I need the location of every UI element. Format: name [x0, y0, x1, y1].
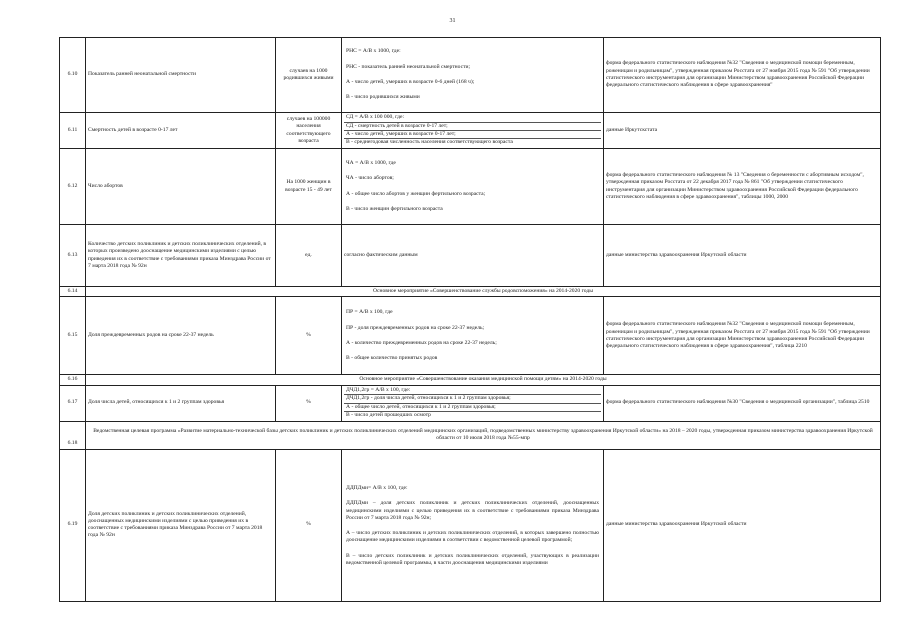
formula-cell: [342, 385, 604, 421]
formula-cell: [342, 113, 604, 149]
unit-cell: ед.: [276, 225, 342, 287]
indicator-name: Количество детских поликлиник и детских поликлинических отделений, в которых произведено дооснащение медицинскими изделиями с целью приведения их в соответствие с требованиями приказа Минздрава России от 7 марта 2018 года № 92н: [86, 225, 276, 287]
formula-cell: [342, 449, 604, 601]
formula-line: А – число детских поликлиник и детских поликлинических отделений, в которых завершено полностью дооснащение медицинскими изделиями в соответствии с ведомственной целевой программой;: [346, 530, 599, 544]
formula-line: ПР = А/В х 100, где: [346, 309, 393, 316]
row-number: 6.12: [60, 149, 86, 225]
formula-line: А - число детей, умерших в возрасте 0-17 лет;: [344, 131, 601, 139]
section-row: [60, 287, 881, 297]
row-number: 6.10: [60, 38, 86, 113]
unit-cell: %: [276, 297, 342, 375]
source-cell: форма федерального статистического наблюдения №32 "Сведения о медицинской помощи беременным, роженицам и родильницам", утвержденная приказом Росстата от 27 ноября 2015 года № 591 "Об утверждении статистического инструментария для организации Министерством здравоохранения Российской Федерации федерального статистического наблюдения в сфере здравоохранения", таблица 2210: [604, 297, 881, 375]
unit-cell: случаев на 1000 родившихся живыми: [276, 38, 342, 113]
row-number: 6.11: [60, 113, 86, 149]
formula-line: В - число детей прошедших осмотр: [346, 411, 431, 418]
source-cell: форма федерального статистического наблюдения №32 "Сведения о медицинской помощи беременным, роженицам и родильницам", утвержденная приказом Росстата от 27 ноября 2015 года № 591 "Об утверждении статистического инструментария для организации Министерством здравоохранения Российской Федерации федерального статистического наблюдения в сфере здравоохранения": [604, 38, 881, 113]
page-number: 31: [449, 18, 456, 24]
source-cell: форма федерального статистического наблюдения № 13 "Сведения о беременности с абортивным исходом", утвержденная приказом Росстата от 22 декабря 2017 года № 861 "Об утверждении статистического инструментария для организации Министерством здравоохранения Российской Федерации федерального статистического наблюдения в сфере здравоохранения", таблицы 1000, 2000: [604, 149, 881, 225]
source-cell: данные министерства здравоохранения Иркутской области: [604, 449, 881, 601]
formula-cell: [342, 38, 604, 113]
formula-line: В - число женщин фертильного возраста: [346, 205, 443, 212]
indicator-name: Доля числа детей, относящихся к 1 и 2 группам здоровья: [86, 385, 276, 421]
unit-cell: случаев на 100000 населения соответствующего возраста: [276, 113, 342, 149]
formula-cell: согласно фактическим данным: [342, 225, 604, 287]
row-number: 6.18: [60, 421, 86, 449]
formula-line: ДЧД1,2гр - доля числа детей, относящихся к 1 и 2 группам здоровья;: [344, 395, 601, 403]
indicator-name: Доля детских поликлиник и детских поликлинических отделений, дооснащенных медицинскими изделиями с целью приведения их в соответствие с требованиями приказа Минздрава России от 7 марта 2018 года № 92н: [86, 449, 276, 601]
formula-line: СД = А/В х 100 000, где:: [344, 114, 601, 122]
indicator-name: Показатель ранней неонатальной смертности: [86, 38, 276, 113]
formula-line: В - общее количество принятых родов: [346, 355, 438, 362]
row-number: 6.14: [60, 287, 86, 297]
table-row: [60, 225, 881, 287]
formula-line: РНС - показатель ранней неонатальной смертности;: [346, 63, 471, 70]
formula-line: ЧА = А/В х 1000, где: [346, 159, 396, 166]
section-row: [60, 375, 881, 385]
formula-line: РНС = А/В х 1000, где:: [346, 48, 401, 55]
formula-line: ДДПДми= А/В х 100, где:: [346, 484, 408, 491]
formula-line: В – число детских поликлиник и детских поликлинических отделений, участвующих в реализации ведомственной целевой программы, в части дооснащения медицинскими изделиями: [346, 552, 599, 566]
unit-cell: На 1000 женщин в возрасте 15 - 49 лет: [276, 149, 342, 225]
source-cell: данные министерства здравоохранения Иркутской области: [604, 225, 881, 287]
formula-line: В - среднегодовая численность населения соответствующего возраста: [346, 139, 513, 146]
section-title: Основное мероприятие «Совершенствование оказания медицинской помощи детям» на 2014-2020 годы: [86, 375, 881, 385]
formula-line: В - число родившихся живыми: [346, 94, 420, 101]
formula-line: ПР - доля преждевременных родов на сроке 22-37 недель;: [346, 324, 485, 331]
formula-line: ЧА - число абортов;: [346, 175, 394, 182]
unit-cell: %: [276, 385, 342, 421]
table-row: [60, 149, 881, 225]
formula-line: А - количество преждевременных родов на сроке 22-37 недель;: [346, 339, 497, 346]
formula-line: ДДПДми – доля детских поликлиник и детских поликлинических отделений, дооснащенных медицинскими изделиями с целью приведения их в соответствие с требованиями приказа Минздрава России от 7 марта 2018 года № 92н;: [346, 500, 599, 521]
source-cell: данные Иркутскстата: [604, 113, 881, 149]
formula-line: СД - смертность детей в возрасте 0-17 лет;: [344, 123, 601, 131]
row-number: 6.16: [60, 375, 86, 385]
table-row: [60, 38, 881, 113]
row-number: 6.19: [60, 449, 86, 601]
formula-line: А - число детей, умерших в возрасте 0-6 дней (168 ч);: [346, 79, 475, 85]
table-row: [60, 297, 881, 375]
section-title: Ведомственная целевая программа «Развитие материально-технической базы детских поликлиник и детских поликлинических отделений медицинских организаций, подведомственных министерству здравоохранения Иркутской области» на 2018 – 2020 годы, утвержденная приказом министерства здравоохранения Иркутской области от 10 июля 2018 года №55-мпр: [86, 421, 881, 449]
formula-line: А - общее число абортов у женщин фертильного возраста;: [346, 190, 486, 197]
indicator-name: Число абортов: [86, 149, 276, 225]
indicator-name: Смертность детей в возрасте 0-17 лет: [86, 113, 276, 149]
formula-line: ДЧД1,2гр = А/В х 100, где:: [344, 387, 601, 395]
table-row: [60, 449, 881, 601]
indicator-name: Доля преждевременных родов на сроке 22-37 недель: [86, 297, 276, 375]
formula-line: А - общее число детей, относящихся к 1 и 2 группам здоровья;: [344, 404, 601, 412]
row-number: 6.17: [60, 385, 86, 421]
formula-cell: [342, 149, 604, 225]
table-row: [60, 385, 881, 421]
indicators-table: [59, 37, 881, 602]
unit-cell: %: [276, 449, 342, 601]
section-row: [60, 421, 881, 449]
source-cell: форма федерального статистического наблюдения №30 "Сведения о медицинской организации", таблица 2510: [604, 385, 881, 421]
table-row: [60, 113, 881, 149]
section-title: Основное мероприятие «Совершенствование службы родовспоможения» на 2014-2020 годы: [86, 287, 881, 297]
row-number: 6.15: [60, 297, 86, 375]
formula-cell: [342, 297, 604, 375]
row-number: 6.13: [60, 225, 86, 287]
